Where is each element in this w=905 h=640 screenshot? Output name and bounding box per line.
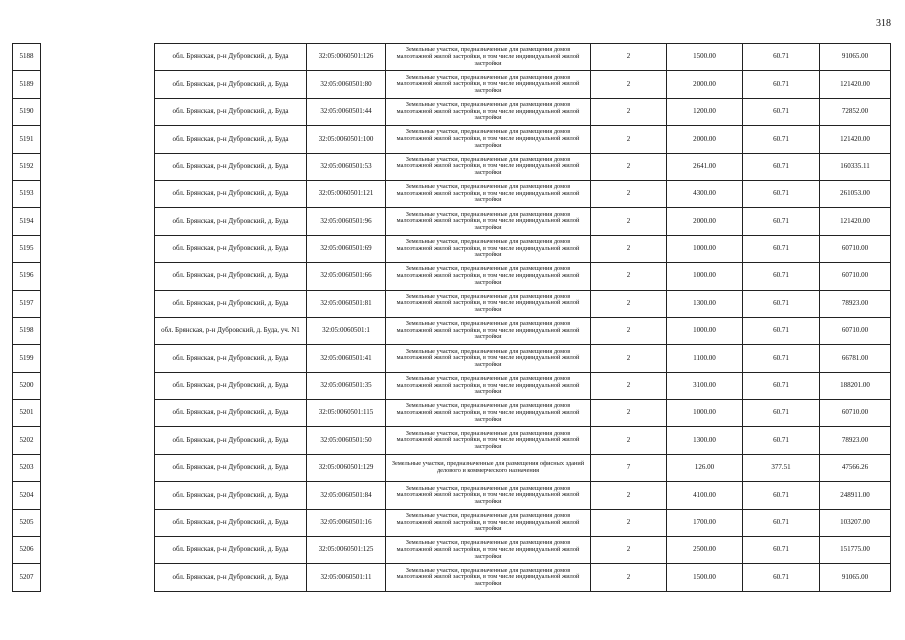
row-number-cell: 5197 bbox=[13, 290, 41, 317]
table-row bbox=[13, 372, 891, 399]
permitted-use-cell: Земельные участки, предназначенные для размещения домов малоэтажной жилой застройки, в том числе индивидуальной жилой застройки bbox=[386, 235, 591, 262]
row-number-cell: 5195 bbox=[13, 235, 41, 262]
table-row bbox=[13, 153, 891, 180]
rate-cell: 60.71 bbox=[743, 290, 820, 317]
address-cell: обл. Брянская, р-н Дубровский, д. Буда bbox=[155, 372, 307, 399]
address-cell: обл. Брянская, р-н Дубровский, д. Буда bbox=[155, 454, 307, 481]
cadastral-value-cell: 188201.00 bbox=[820, 372, 891, 399]
table-row bbox=[13, 345, 891, 372]
zone-cell: 2 bbox=[591, 482, 667, 509]
cadastral-number-cell: 32:05:0060501:125 bbox=[307, 537, 386, 564]
zone-cell: 2 bbox=[591, 427, 667, 454]
cadastral-value-cell: 160335.11 bbox=[820, 153, 891, 180]
rate-cell: 60.71 bbox=[743, 235, 820, 262]
cadastral-value-cell: 103207.00 bbox=[820, 509, 891, 536]
rate-cell: 60.71 bbox=[743, 509, 820, 536]
area-cell: 1200.00 bbox=[667, 98, 743, 125]
cadastral-number-cell: 32:05:0060501:126 bbox=[307, 44, 386, 71]
cadastral-number-cell: 32:05:0060501:115 bbox=[307, 400, 386, 427]
row-number-cell: 5190 bbox=[13, 98, 41, 125]
zone-cell: 2 bbox=[591, 71, 667, 98]
table-row bbox=[13, 454, 891, 481]
row-number-cell: 5205 bbox=[13, 509, 41, 536]
cadastral-value-cell: 248911.00 bbox=[820, 482, 891, 509]
zone-cell: 2 bbox=[591, 208, 667, 235]
cadastral-value-cell: 78923.00 bbox=[820, 290, 891, 317]
cadastral-value-cell: 151775.00 bbox=[820, 537, 891, 564]
rate-cell: 60.71 bbox=[743, 400, 820, 427]
cadastral-value-cell: 91065.00 bbox=[820, 44, 891, 71]
permitted-use-cell: Земельные участки, предназначенные для размещения домов малоэтажной жилой застройки, в том числе индивидуальной жилой застройки bbox=[386, 44, 591, 71]
table-row bbox=[13, 180, 891, 207]
address-cell: обл. Брянская, р-н Дубровский, д. Буда bbox=[155, 44, 307, 71]
address-cell: обл. Брянская, р-н Дубровский, д. Буда bbox=[155, 509, 307, 536]
area-cell: 2000.00 bbox=[667, 126, 743, 153]
table-row bbox=[13, 44, 891, 71]
address-cell: обл. Брянская, р-н Дубровский, д. Буда bbox=[155, 345, 307, 372]
cadastral-number-cell: 32:05:0060501:80 bbox=[307, 71, 386, 98]
cadastral-value-cell: 60710.00 bbox=[820, 317, 891, 344]
rate-cell: 60.71 bbox=[743, 153, 820, 180]
row-number-cell: 5189 bbox=[13, 71, 41, 98]
row-number-cell: 5198 bbox=[13, 317, 41, 344]
table-row bbox=[13, 208, 891, 235]
table-row bbox=[13, 509, 891, 536]
gap-cell bbox=[41, 564, 155, 591]
cadastral-number-cell: 32:05:0060501:129 bbox=[307, 454, 386, 481]
table-row bbox=[13, 235, 891, 262]
gap-cell bbox=[41, 71, 155, 98]
rate-cell: 60.71 bbox=[743, 98, 820, 125]
permitted-use-cell: Земельные участки, предназначенные для размещения домов малоэтажной жилой застройки, в том числе индивидуальной жилой застройки bbox=[386, 126, 591, 153]
cadastral-number-cell: 32:05:0060501:16 bbox=[307, 509, 386, 536]
rate-cell: 60.71 bbox=[743, 44, 820, 71]
address-cell: обл. Брянская, р-н Дубровский, д. Буда bbox=[155, 71, 307, 98]
zone-cell: 2 bbox=[591, 290, 667, 317]
zone-cell: 2 bbox=[591, 263, 667, 290]
area-cell: 1700.00 bbox=[667, 509, 743, 536]
rate-cell: 60.71 bbox=[743, 126, 820, 153]
address-cell: обл. Брянская, р-н Дубровский, д. Буда bbox=[155, 537, 307, 564]
area-cell: 2641.00 bbox=[667, 153, 743, 180]
permitted-use-cell: Земельные участки, предназначенные для размещения домов малоэтажной жилой застройки, в том числе индивидуальной жилой застройки bbox=[386, 372, 591, 399]
register-body bbox=[13, 44, 891, 592]
area-cell: 126.00 bbox=[667, 454, 743, 481]
row-number-cell: 5207 bbox=[13, 564, 41, 591]
cadastral-number-cell: 32:05:0060501:66 bbox=[307, 263, 386, 290]
gap-cell bbox=[41, 208, 155, 235]
permitted-use-cell: Земельные участки, предназначенные для размещения домов малоэтажной жилой застройки, в том числе индивидуальной жилой застройки bbox=[386, 427, 591, 454]
row-number-cell: 5201 bbox=[13, 400, 41, 427]
gap-cell bbox=[41, 427, 155, 454]
area-cell: 1500.00 bbox=[667, 564, 743, 591]
cadastral-value-cell: 47566.26 bbox=[820, 454, 891, 481]
gap-cell bbox=[41, 400, 155, 427]
cadastral-value-cell: 91065.00 bbox=[820, 564, 891, 591]
cadastral-value-cell: 121420.00 bbox=[820, 71, 891, 98]
area-cell: 2000.00 bbox=[667, 71, 743, 98]
permitted-use-cell: Земельные участки, предназначенные для размещения домов малоэтажной жилой застройки, в том числе индивидуальной жилой застройки bbox=[386, 509, 591, 536]
rate-cell: 60.71 bbox=[743, 317, 820, 344]
address-cell: обл. Брянская, р-н Дубровский, д. Буда bbox=[155, 482, 307, 509]
table-row bbox=[13, 263, 891, 290]
gap-cell bbox=[41, 345, 155, 372]
cadastral-value-cell: 78923.00 bbox=[820, 427, 891, 454]
zone-cell: 2 bbox=[591, 564, 667, 591]
gap-cell bbox=[41, 372, 155, 399]
cadastral-number-cell: 32:05:0060501:84 bbox=[307, 482, 386, 509]
rate-cell: 60.71 bbox=[743, 427, 820, 454]
permitted-use-cell: Земельные участки, предназначенные для размещения домов малоэтажной жилой застройки, в том числе индивидуальной жилой застройки bbox=[386, 180, 591, 207]
area-cell: 1100.00 bbox=[667, 345, 743, 372]
area-cell: 4100.00 bbox=[667, 482, 743, 509]
table-row bbox=[13, 537, 891, 564]
zone-cell: 2 bbox=[591, 345, 667, 372]
cadastral-number-cell: 32:05:0060501:100 bbox=[307, 126, 386, 153]
table-row bbox=[13, 427, 891, 454]
address-cell: обл. Брянская, р-н Дубровский, д. Буда bbox=[155, 235, 307, 262]
gap-cell bbox=[41, 235, 155, 262]
cadastral-number-cell: 32:05:0060501:44 bbox=[307, 98, 386, 125]
address-cell: обл. Брянская, р-н Дубровский, д. Буда, уч. N1 bbox=[155, 317, 307, 344]
rate-cell: 60.71 bbox=[743, 345, 820, 372]
gap-cell bbox=[41, 126, 155, 153]
gap-cell bbox=[41, 290, 155, 317]
table-row bbox=[13, 71, 891, 98]
row-number-cell: 5202 bbox=[13, 427, 41, 454]
permitted-use-cell: Земельные участки, предназначенные для размещения домов малоэтажной жилой застройки, в том числе индивидуальной жилой застройки bbox=[386, 482, 591, 509]
permitted-use-cell: Земельные участки, предназначенные для размещения домов малоэтажной жилой застройки, в том числе индивидуальной жилой застройки bbox=[386, 98, 591, 125]
table-row bbox=[13, 317, 891, 344]
permitted-use-cell: Земельные участки, предназначенные для размещения домов малоэтажной жилой застройки, в том числе индивидуальной жилой застройки bbox=[386, 400, 591, 427]
area-cell: 4300.00 bbox=[667, 180, 743, 207]
page-number: 318 bbox=[876, 18, 891, 29]
table-row bbox=[13, 482, 891, 509]
row-number-cell: 5199 bbox=[13, 345, 41, 372]
rate-cell: 60.71 bbox=[743, 537, 820, 564]
zone-cell: 2 bbox=[591, 509, 667, 536]
cadastral-value-cell: 261053.00 bbox=[820, 180, 891, 207]
cadastral-number-cell: 32:05:0060501:35 bbox=[307, 372, 386, 399]
area-cell: 2500.00 bbox=[667, 537, 743, 564]
rate-cell: 60.71 bbox=[743, 372, 820, 399]
permitted-use-cell: Земельные участки, предназначенные для размещения домов малоэтажной жилой застройки, в том числе индивидуальной жилой застройки bbox=[386, 317, 591, 344]
address-cell: обл. Брянская, р-н Дубровский, д. Буда bbox=[155, 180, 307, 207]
gap-cell bbox=[41, 263, 155, 290]
cadastral-value-cell: 60710.00 bbox=[820, 263, 891, 290]
area-cell: 1300.00 bbox=[667, 290, 743, 317]
area-cell: 2000.00 bbox=[667, 208, 743, 235]
area-cell: 1000.00 bbox=[667, 317, 743, 344]
zone-cell: 2 bbox=[591, 126, 667, 153]
row-number-cell: 5206 bbox=[13, 537, 41, 564]
zone-cell: 2 bbox=[591, 98, 667, 125]
area-cell: 1000.00 bbox=[667, 263, 743, 290]
cadastral-number-cell: 32:05:0060501:41 bbox=[307, 345, 386, 372]
area-cell: 3100.00 bbox=[667, 372, 743, 399]
zone-cell: 2 bbox=[591, 372, 667, 399]
permitted-use-cell: Земельные участки, предназначенные для размещения домов малоэтажной жилой застройки, в том числе индивидуальной жилой застройки bbox=[386, 71, 591, 98]
address-cell: обл. Брянская, р-н Дубровский, д. Буда bbox=[155, 208, 307, 235]
permitted-use-cell: Земельные участки, предназначенные для размещения домов малоэтажной жилой застройки, в том числе индивидуальной жилой застройки bbox=[386, 537, 591, 564]
address-cell: обл. Брянская, р-н Дубровский, д. Буда bbox=[155, 98, 307, 125]
gap-cell bbox=[41, 482, 155, 509]
gap-cell bbox=[41, 454, 155, 481]
gap-cell bbox=[41, 153, 155, 180]
rate-cell: 60.71 bbox=[743, 71, 820, 98]
rate-cell: 60.71 bbox=[743, 482, 820, 509]
permitted-use-cell: Земельные участки, предназначенные для размещения офисных зданий делового и коммерческого назначения bbox=[386, 454, 591, 481]
cadastral-number-cell: 32:05:0060501:1 bbox=[307, 317, 386, 344]
table-row bbox=[13, 126, 891, 153]
zone-cell: 2 bbox=[591, 317, 667, 344]
cadastral-number-cell: 32:05:0060501:69 bbox=[307, 235, 386, 262]
zone-cell: 2 bbox=[591, 537, 667, 564]
row-number-cell: 5188 bbox=[13, 44, 41, 71]
gap-cell bbox=[41, 98, 155, 125]
row-number-cell: 5191 bbox=[13, 126, 41, 153]
permitted-use-cell: Земельные участки, предназначенные для размещения домов малоэтажной жилой застройки, в том числе индивидуальной жилой застройки bbox=[386, 263, 591, 290]
address-cell: обл. Брянская, р-н Дубровский, д. Буда bbox=[155, 427, 307, 454]
cadastral-number-cell: 32:05:0060501:11 bbox=[307, 564, 386, 591]
rate-cell: 377.51 bbox=[743, 454, 820, 481]
cadastral-number-cell: 32:05:0060501:81 bbox=[307, 290, 386, 317]
cadastral-value-cell: 121420.00 bbox=[820, 126, 891, 153]
area-cell: 1500.00 bbox=[667, 44, 743, 71]
rate-cell: 60.71 bbox=[743, 180, 820, 207]
table-row bbox=[13, 400, 891, 427]
address-cell: обл. Брянская, р-н Дубровский, д. Буда bbox=[155, 400, 307, 427]
gap-cell bbox=[41, 44, 155, 71]
row-number-cell: 5193 bbox=[13, 180, 41, 207]
rate-cell: 60.71 bbox=[743, 564, 820, 591]
address-cell: обл. Брянская, р-н Дубровский, д. Буда bbox=[155, 564, 307, 591]
cadastral-number-cell: 32:05:0060501:121 bbox=[307, 180, 386, 207]
table-row bbox=[13, 564, 891, 591]
permitted-use-cell: Земельные участки, предназначенные для размещения домов малоэтажной жилой застройки, в том числе индивидуальной жилой застройки bbox=[386, 208, 591, 235]
table-row bbox=[13, 290, 891, 317]
permitted-use-cell: Земельные участки, предназначенные для размещения домов малоэтажной жилой застройки, в том числе индивидуальной жилой застройки bbox=[386, 345, 591, 372]
cadastral-value-cell: 121420.00 bbox=[820, 208, 891, 235]
row-number-cell: 5203 bbox=[13, 454, 41, 481]
gap-cell bbox=[41, 317, 155, 344]
cadastral-number-cell: 32:05:0060501:50 bbox=[307, 427, 386, 454]
gap-cell bbox=[41, 537, 155, 564]
row-number-cell: 5192 bbox=[13, 153, 41, 180]
rate-cell: 60.71 bbox=[743, 208, 820, 235]
permitted-use-cell: Земельные участки, предназначенные для размещения домов малоэтажной жилой застройки, в том числе индивидуальной жилой застройки bbox=[386, 290, 591, 317]
zone-cell: 2 bbox=[591, 153, 667, 180]
row-number-cell: 5200 bbox=[13, 372, 41, 399]
cadastral-number-cell: 32:05:0060501:53 bbox=[307, 153, 386, 180]
row-number-cell: 5196 bbox=[13, 263, 41, 290]
cadastral-value-cell: 60710.00 bbox=[820, 400, 891, 427]
address-cell: обл. Брянская, р-н Дубровский, д. Буда bbox=[155, 290, 307, 317]
zone-cell: 2 bbox=[591, 400, 667, 427]
zone-cell: 2 bbox=[591, 44, 667, 71]
zone-cell: 2 bbox=[591, 235, 667, 262]
area-cell: 1000.00 bbox=[667, 400, 743, 427]
table-row bbox=[13, 98, 891, 125]
permitted-use-cell: Земельные участки, предназначенные для размещения домов малоэтажной жилой застройки, в том числе индивидуальной жилой застройки bbox=[386, 564, 591, 591]
cadastral-number-cell: 32:05:0060501:96 bbox=[307, 208, 386, 235]
address-cell: обл. Брянская, р-н Дубровский, д. Буда bbox=[155, 126, 307, 153]
cadastral-value-cell: 72852.00 bbox=[820, 98, 891, 125]
address-cell: обл. Брянская, р-н Дубровский, д. Буда bbox=[155, 153, 307, 180]
gap-cell bbox=[41, 180, 155, 207]
address-cell: обл. Брянская, р-н Дубровский, д. Буда bbox=[155, 263, 307, 290]
land-plot-register-table bbox=[12, 43, 891, 592]
row-number-cell: 5194 bbox=[13, 208, 41, 235]
area-cell: 1300.00 bbox=[667, 427, 743, 454]
gap-cell bbox=[41, 509, 155, 536]
area-cell: 1000.00 bbox=[667, 235, 743, 262]
cadastral-value-cell: 60710.00 bbox=[820, 235, 891, 262]
row-number-cell: 5204 bbox=[13, 482, 41, 509]
rate-cell: 60.71 bbox=[743, 263, 820, 290]
zone-cell: 7 bbox=[591, 454, 667, 481]
zone-cell: 2 bbox=[591, 180, 667, 207]
cadastral-value-cell: 66781.00 bbox=[820, 345, 891, 372]
permitted-use-cell: Земельные участки, предназначенные для размещения домов малоэтажной жилой застройки, в том числе индивидуальной жилой застройки bbox=[386, 153, 591, 180]
